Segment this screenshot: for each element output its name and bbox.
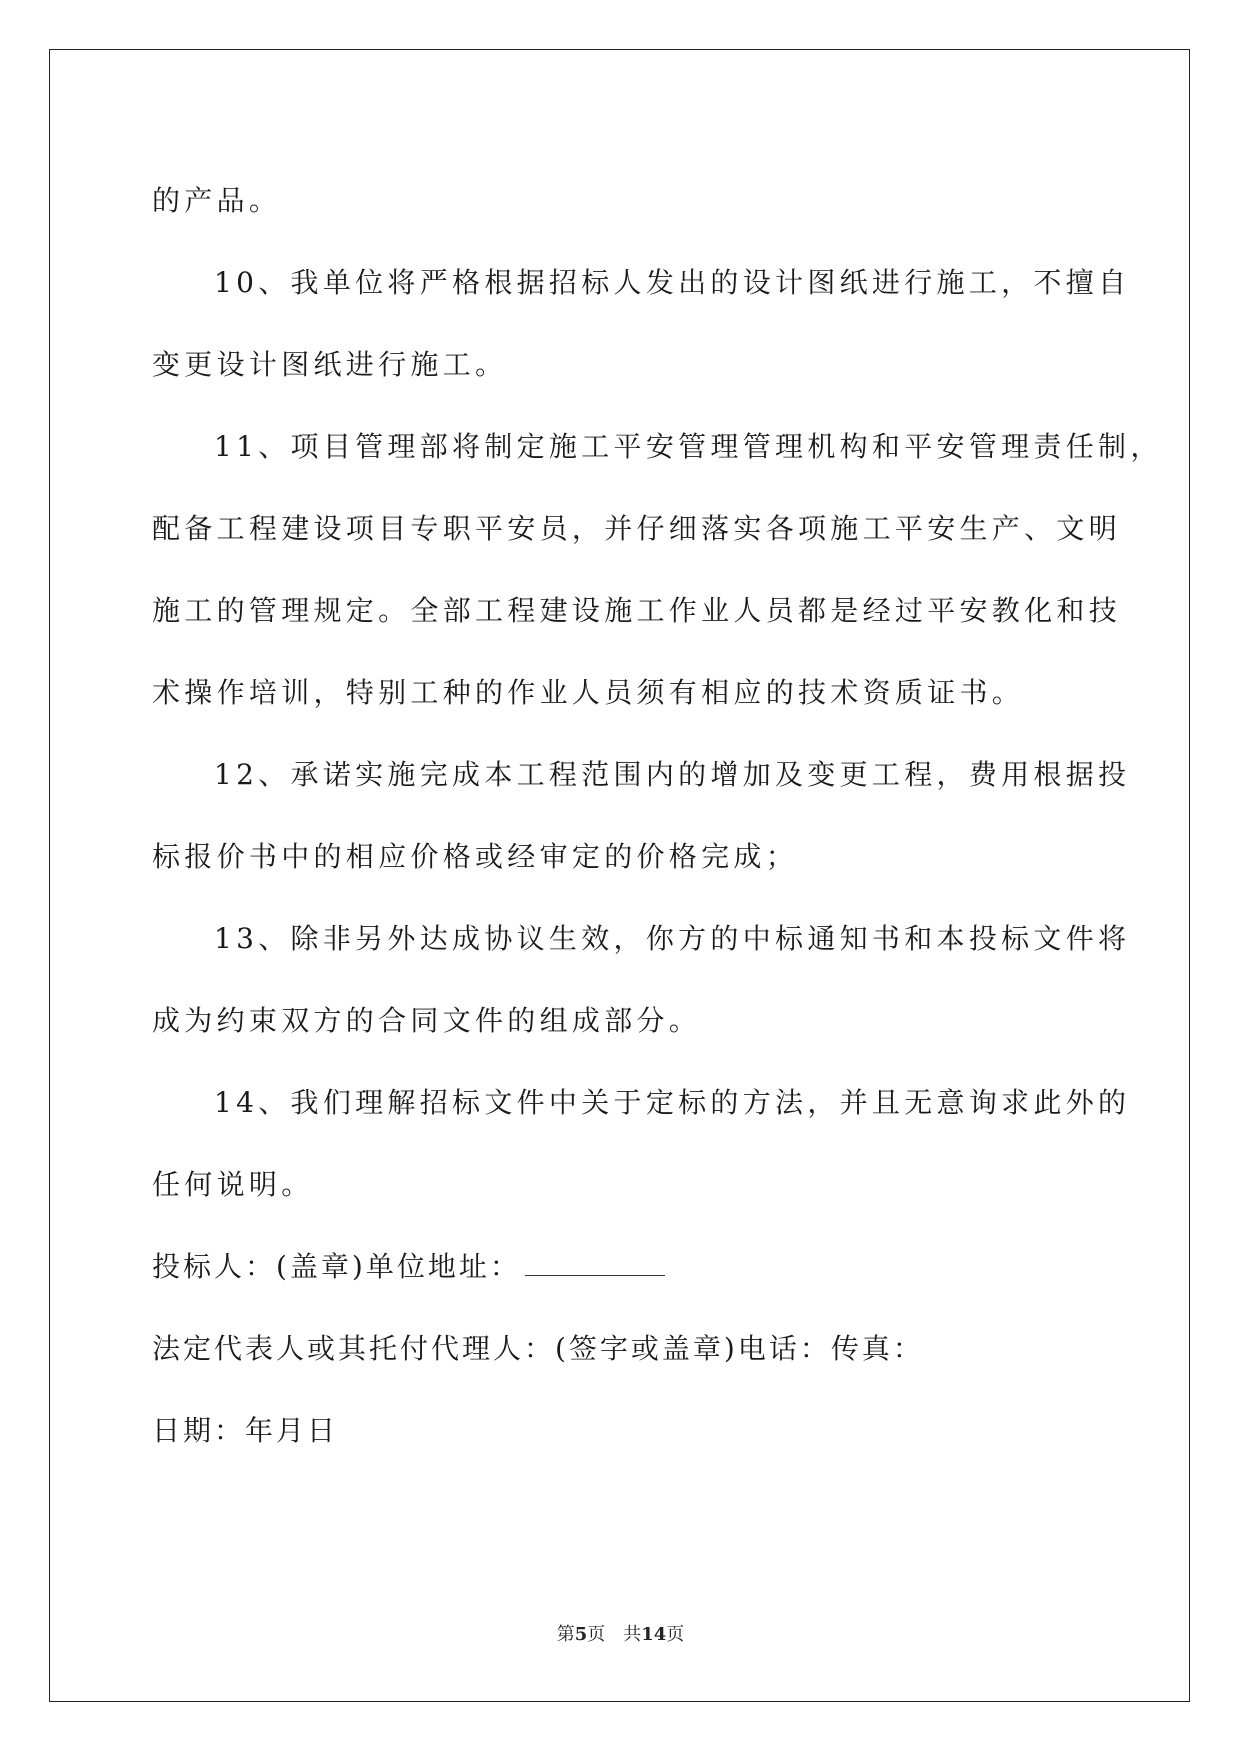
- address-blank: [525, 1249, 665, 1276]
- total-page-number: 14: [641, 1624, 667, 1645]
- footer-suffix: 页: [666, 1624, 685, 1645]
- body-line-7: 术操作培训，特别工种的作业人员须有相应的技术资质证书。: [152, 676, 1025, 709]
- body-line-4: 11、项目管理部将制定施工平安管理管理机构和平安管理责任制，: [214, 430, 1163, 463]
- current-page-number: 5: [574, 1624, 588, 1645]
- body-line-11: 成为约束双方的合同文件的组成部分。: [152, 1004, 702, 1037]
- footer-mid: 页 共: [587, 1624, 642, 1645]
- representative-line: 法定代表人或其托付代理人：(签字或盖章)电话：传真：: [152, 1332, 924, 1365]
- bidder-label: 投标人：(盖章)单位地址：: [152, 1250, 521, 1283]
- page-footer: [0, 1620, 1241, 1646]
- body-line-10: 13、除非另外达成协议生效，你方的中标通知书和本投标文件将: [214, 922, 1131, 955]
- body-line-5: 配备工程建设项目专职平安员，并仔细落实各项施工平安生产、文明: [152, 512, 1122, 545]
- footer-prefix: 第: [556, 1624, 575, 1645]
- body-line-13: 任何说明。: [152, 1168, 314, 1201]
- body-line-2: 10、我单位将严格根据招标人发出的设计图纸进行施工，不擅自: [214, 266, 1131, 299]
- body-line-9: 标报价书中的相应价格或经审定的价格完成；: [152, 840, 799, 873]
- bidder-line: [152, 1226, 1092, 1308]
- document-body: [152, 160, 1163, 1472]
- body-line-12: 14、我们理解招标文件中关于定标的方法，并且无意询求此外的: [214, 1086, 1131, 1119]
- body-line-6: 施工的管理规定。全部工程建设施工作业人员都是经过平安教化和技: [152, 594, 1122, 627]
- body-line-3: 变更设计图纸进行施工。: [152, 348, 508, 381]
- body-line-1: 的产品。: [152, 184, 282, 217]
- date-line: 日期：年月日: [152, 1414, 339, 1447]
- body-line-8: 12、承诺实施完成本工程范围内的增加及变更工程，费用根据投: [214, 758, 1131, 791]
